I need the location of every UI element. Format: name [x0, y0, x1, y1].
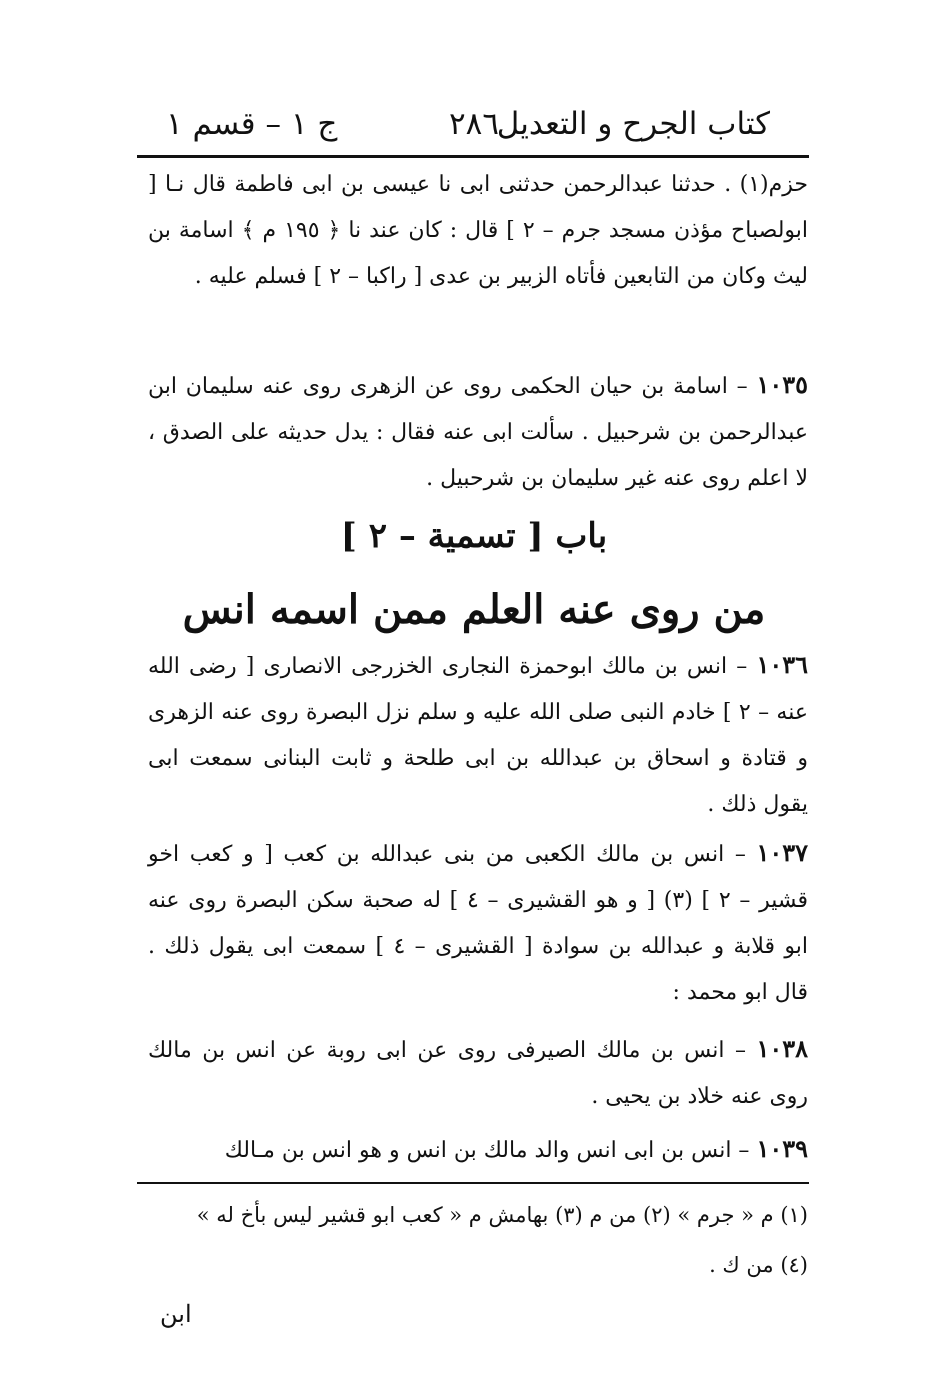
entry-body: – انس بن مالك الكعبى من بنى عبدالله بن كعب [ و كعب اخو قشير – ٢ ] (٣) [ و هو القشيرى – ٤ ] له صحبة سكن البصرة روى عنه ابو قلابة و عبدالله بن سوادة [ القشيرى – ٤ ] سمعت ابى يقول ذلك . قال ابو محمد : — [148, 842, 808, 1005]
chapter-subheading: من روى عنه العلم ممن اسمه انس — [182, 586, 766, 633]
paragraph-continuation — [148, 162, 808, 300]
entry-text — [148, 1126, 808, 1174]
footnote-line: (١) م « جرم » (٢) من م (٣) بهامش م « كعب ابو قشير ليس بأخ له » — [196, 1203, 808, 1227]
footnotes — [148, 1190, 808, 1290]
footnote-line: (٤) من ك . — [709, 1253, 808, 1277]
entry-text — [148, 830, 808, 1016]
entry-text — [148, 642, 808, 828]
entry-text — [148, 362, 808, 502]
entry-body: – انس بن مالك الصيرفى روى عن ابى روبة عن انس بن مالك روى عنه خلاد بن يحيى . — [148, 1038, 808, 1109]
chapter-heading: باب [ تسمية – ٢ ] — [340, 516, 608, 556]
entry-number: ١٠٣٧ — [756, 838, 808, 867]
book-title: كتاب الجرح و التعديل — [496, 106, 770, 142]
entry-body: – انس بن ابى انس والد مالك بن انس و هو انس بن مـالك — [224, 1138, 757, 1163]
entry-number: ١٠٣٥ — [756, 370, 808, 399]
entry-1035 — [148, 362, 808, 502]
entry-1039 — [148, 1126, 808, 1174]
volume-part: ج ١ – قسم ١ — [166, 106, 338, 142]
paragraph-text: حزم(١) . حدثنا عبدالرحمن حدثنى ابى نا عيسى بن ابى فاطمة قال نـا [ ابولصباح مؤذن مسجد جرم – ٢ ] قال : كان عند نا ﴿ ١٩٥ م ﴾ اسامة بن ليث وكان من التابعين فأتاه الزبير بن عدى [ راكبا – ٢ ] فسلم عليه . — [148, 172, 809, 289]
catchword: ابن — [160, 1300, 192, 1328]
entry-text — [148, 1026, 808, 1120]
entry-1036 — [148, 642, 808, 828]
entry-body: – انس بن مالك ابوحمزة النجارى الخزرجى الانصارى [ رضى الله عنه – ٢ ] خادم النبى صلى الله عليه و سلم نزل البصرة روى عنه الزهرى و قتادة و اسحاق بن عبدالله بن ابى طلحة و ثابت البنانى سمعت ابى يقول ذلك . — [148, 654, 808, 817]
entry-1037 — [148, 830, 808, 1016]
entry-number: ١٠٣٦ — [756, 650, 808, 679]
entry-1038 — [148, 1026, 808, 1120]
entry-number: ١٠٣٩ — [756, 1134, 808, 1163]
entry-number: ١٠٣٨ — [756, 1034, 808, 1063]
entry-body: – اسامة بن حيان الحكمى روى عن الزهرى روى عنه سليمان ابن عبدالرحمن بن شرحبيل . سألت ابى عنه فقال : يدل حديثه على الصدق ، لا اعلم روى عنه غير سليمان بن شرحبيل . — [148, 374, 808, 491]
page-number: ٢٨٦ — [449, 106, 499, 142]
running-header — [138, 96, 810, 152]
footnote-rule — [137, 1182, 809, 1184]
header-rule — [137, 155, 809, 158]
